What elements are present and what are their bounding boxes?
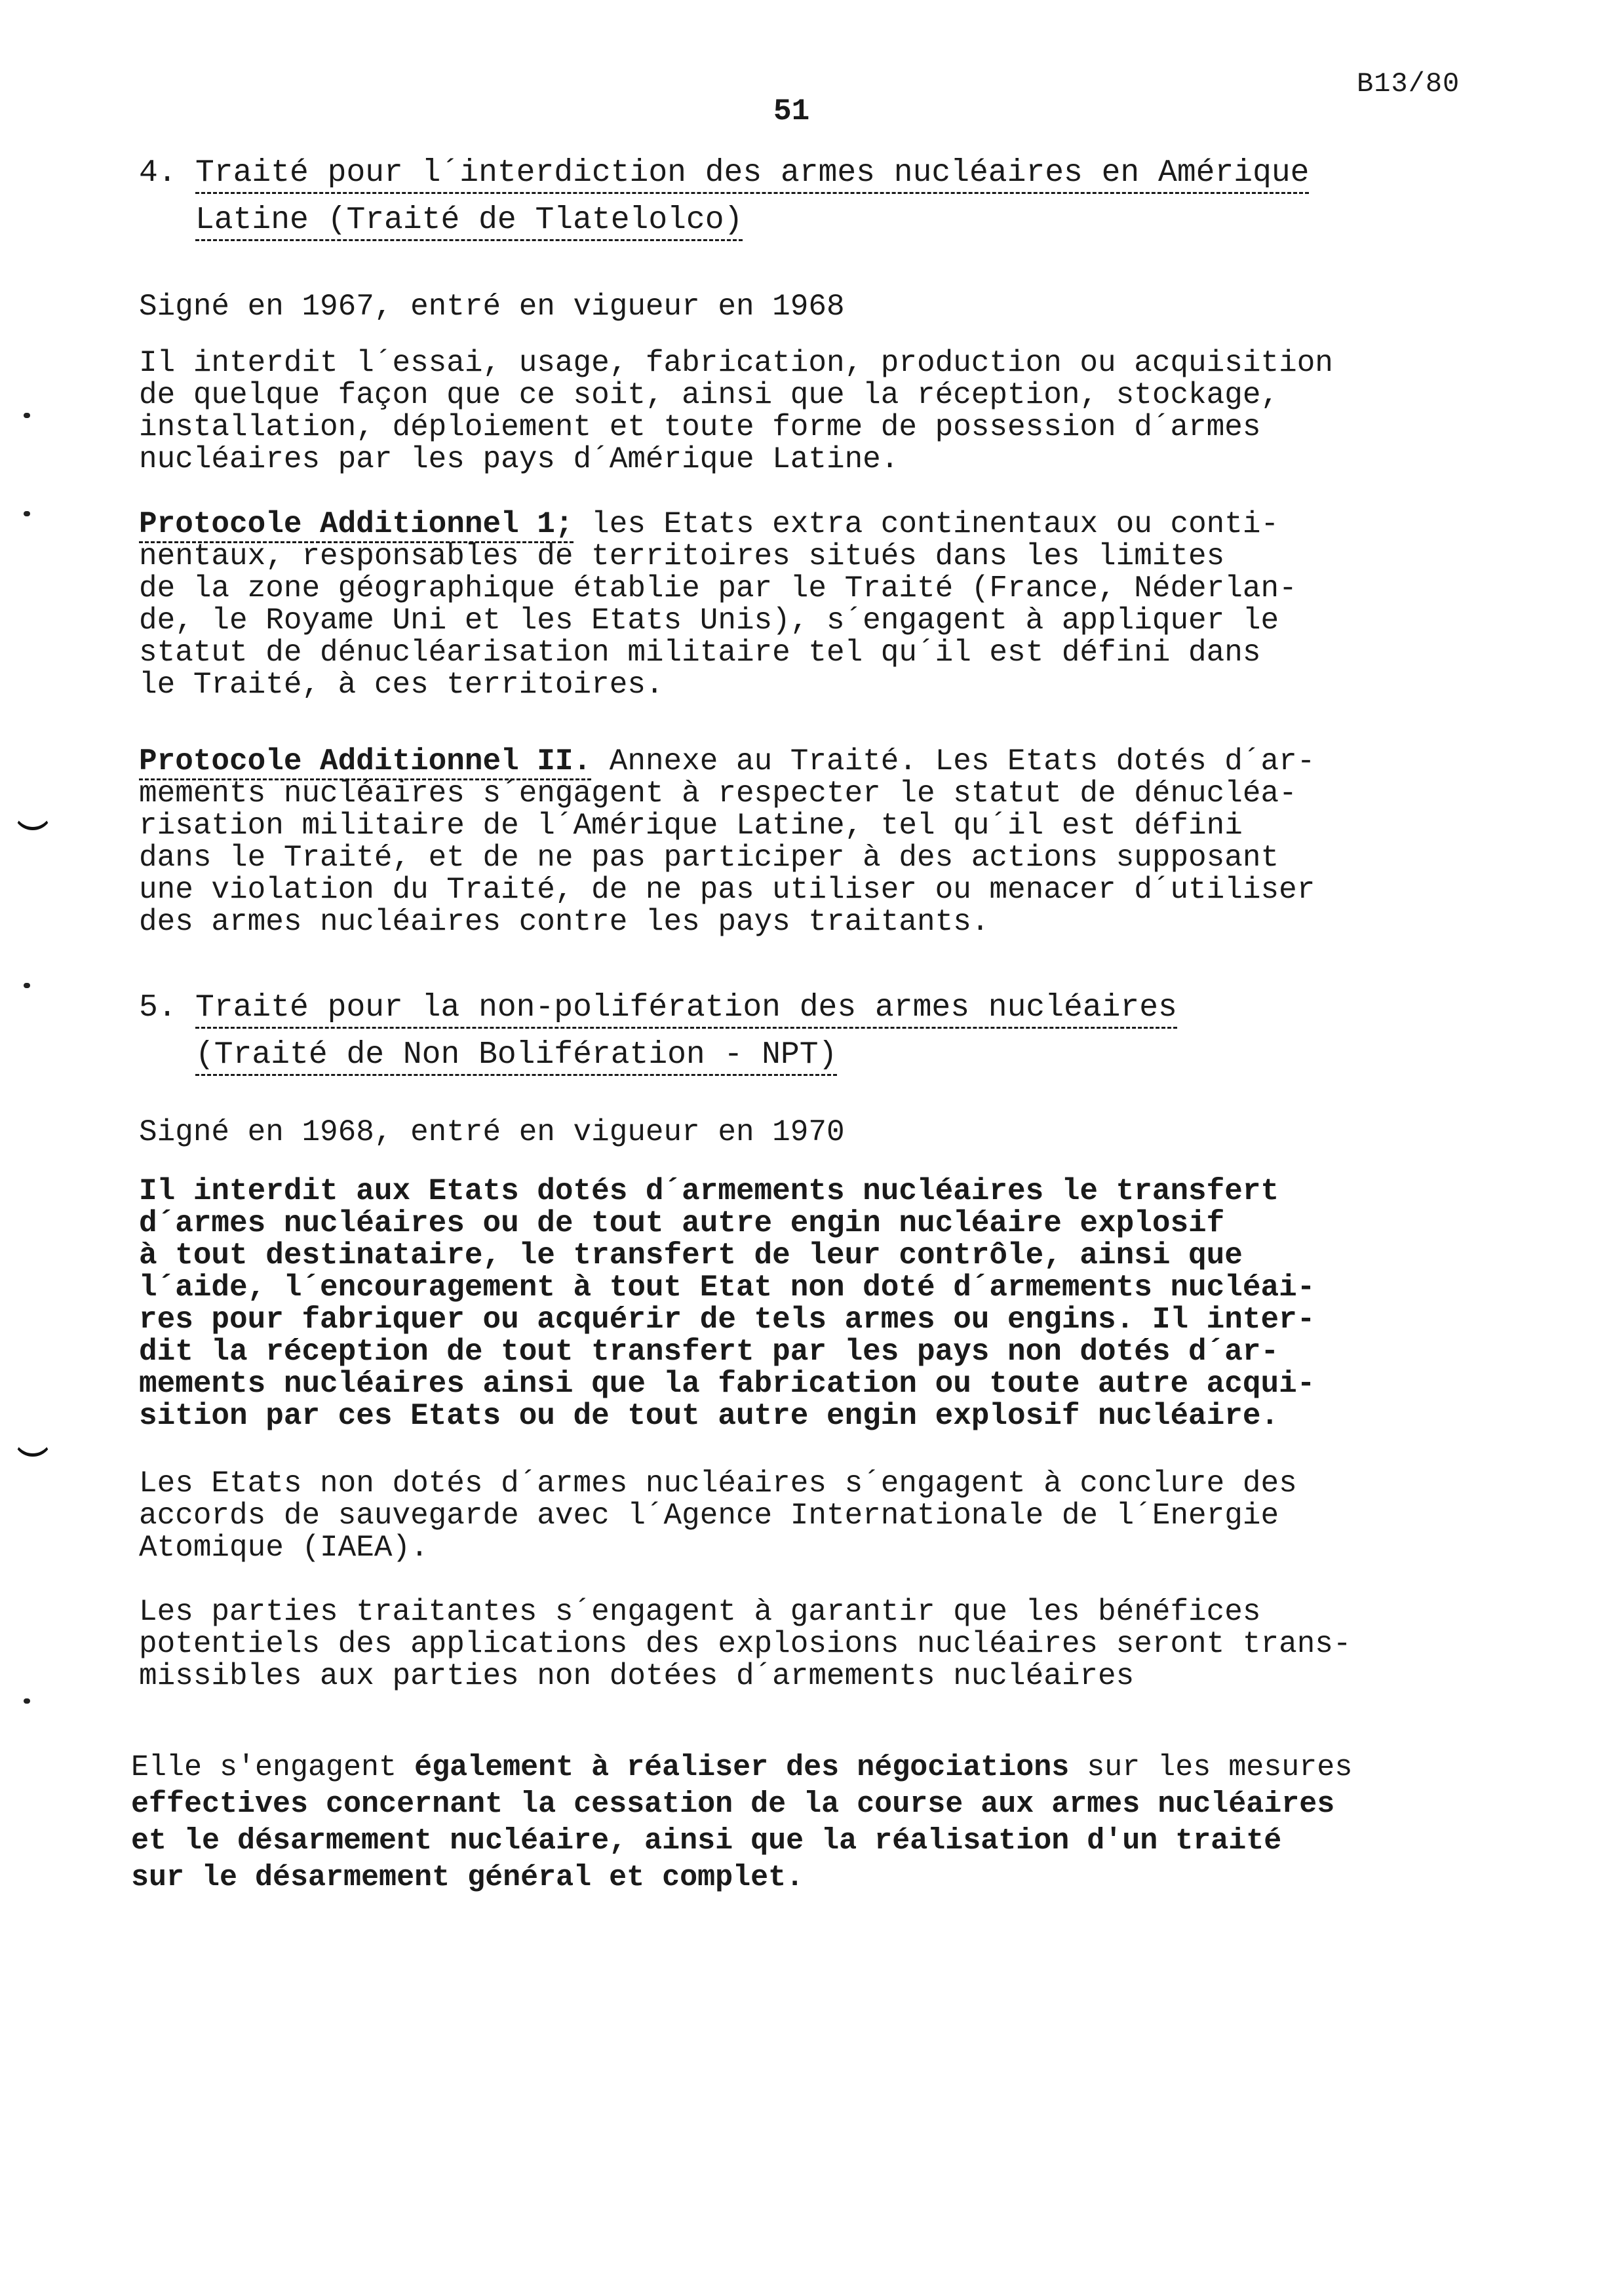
margin-mark [24, 511, 30, 516]
margin-mark [24, 1698, 30, 1704]
protocol-1-label: Protocole Additionnel 1; [139, 507, 574, 543]
section-5-heading [139, 984, 1450, 1079]
protocol-2-text: Annexe au Traité. Les Etats dotés d´ar- mements nucléaires s´engagent à respecter le statut de dénucléa- risation militaire de l´Amérique Latine, tel qu´il est défini dans le Traité, et de ne pas participer à des actions supposant une violation du Traité, de ne pas utiliser ou menacer d´utiliser des armes nucléaires contre les pays traitants. [139, 744, 1315, 939]
section-5-signed: Signé en 1968, entré en vigueur en 1970 [139, 1115, 845, 1149]
margin-mark [24, 983, 30, 988]
paragraph-4-part-4: effectives concernant la cessation de la course aux armes nucléaires et le désarmement nucléaire, ainsi que la réalisation d'un traité sur le désarmement général et complet. [131, 1788, 1335, 1894]
paragraph-4-part-2: également à réaliser des négociations [414, 1751, 1070, 1784]
section-5-paragraph-4 [131, 1750, 1494, 1896]
section-5-title-line2: (Traité de Non Bolifération - NPT) [195, 1037, 837, 1076]
section-4-title-line1: Traité pour l´interdiction des armes nucléaires en Amérique [195, 155, 1309, 194]
section-4-signed: Signé en 1967, entré en vigueur en 1968 [139, 290, 845, 324]
section-5-paragraph-1: Il interdit aux Etats dotés d´armements nucléaires le transfert d´armes nucléaires ou de tout autre engin nucléaire explosif à tout destinataire, le transfert de leur contrôle, ainsi que l´aide, l´encouragement à tout Etat non doté d´armements nucléai- res pour fabriquer ou acquérir de tels armes ou engins. Il inter- dit la réception de tout transfert par les pays non dotés d´ar- mements nucléaires ainsi que la fabrication ou toute autre acqui- sition par ces Etats ou de tout autre engin explosif nucléaire. [139, 1174, 1315, 1433]
section-5-title-line1: Traité pour la non-polifération des armes nucléaires [195, 990, 1177, 1029]
margin-mark [13, 1431, 52, 1457]
document-reference: B13/80 [1357, 68, 1460, 100]
section-4-protocol-2 [139, 746, 1483, 938]
section-4-paragraph-1: Il interdit l´essai, usage, fabrication, production ou acquisition de quelque façon que ce soit, ainsi que la réception, stockage, installation, déploiement et toute forme de possession d´armes nucléaires par les pays d´Amérique Latine. [139, 346, 1333, 476]
protocol-1-text: les Etats extra continentaux ou conti- nentaux, responsables de territoires situés dans les limites de la zone géographique établie par le Traité (France, Néderlan- de, le Royame Uni et les Etats Unis), s´engagent à appliquer le statut de dénucléarisation militaire tel qu´il est défini dans le Traité, à ces territoires. [139, 507, 1297, 702]
paragraph-4-part-3: sur les mesures [1087, 1751, 1353, 1784]
section-5-number: 5. [139, 990, 177, 1025]
paragraph-4-part-1: Elle s'engagent [131, 1751, 415, 1784]
protocol-2-label: Protocole Additionnel II. [139, 744, 591, 780]
section-4-protocol-1 [139, 508, 1483, 701]
margin-mark [13, 805, 52, 830]
section-4-title-line2: Latine (Traité de Tlatelolco) [195, 202, 743, 241]
page-number: 51 [773, 94, 810, 128]
section-5-paragraph-2: Les Etats non dotés d´armes nucléaires s´engagent à conclure des accords de sauvegarde avec l´Agence Internationale de l´Energie Atomique (IAEA). [139, 1466, 1297, 1565]
section-4-heading [139, 149, 1450, 244]
margin-mark [24, 413, 30, 418]
section-5-paragraph-3: Les parties traitantes s´engagent à garantir que les bénéfices potentiels des applications des explosions nucléaires seront trans- missibles aux parties non dotées d´armements nucléaires [139, 1595, 1352, 1693]
section-4-number: 4. [139, 155, 177, 191]
